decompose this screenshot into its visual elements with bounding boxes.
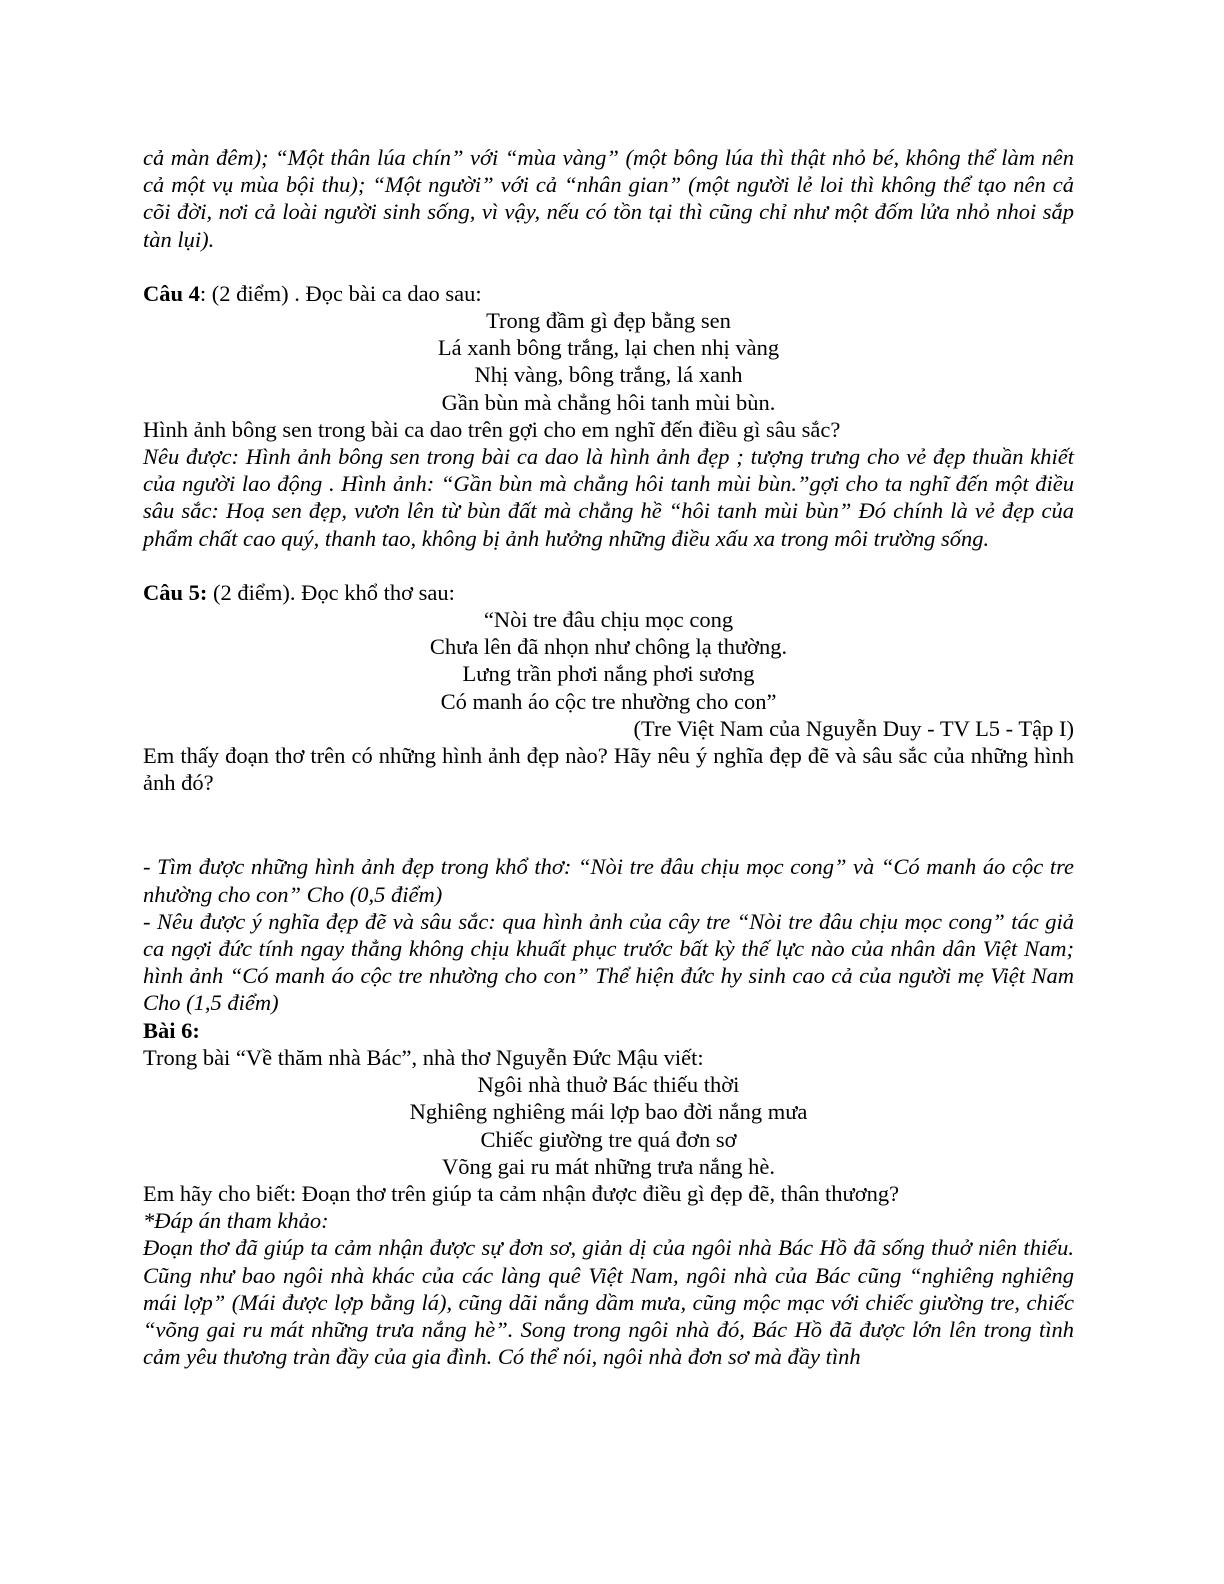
q5-poem-source: (Tre Việt Nam của Nguyễn Duy - TV L5 - Tập I) xyxy=(633,715,1074,741)
q6-intro: Trong bài “Về thăm nhà Bác”, nhà thơ Nguyễn Đức Mậu viết: xyxy=(143,1044,704,1070)
q5-poem-line-2: Chưa lên đã nhọn như chông lạ thường. xyxy=(429,634,788,660)
q6-poem-line-4: Võng gai ru mát những trưa nắng hè. xyxy=(441,1153,776,1179)
spacer xyxy=(143,253,1074,280)
q6-poem-line-3: Chiếc giường tre quá đơn sơ xyxy=(480,1126,737,1152)
spacer xyxy=(143,552,1074,579)
q5-answer-1: - Tìm được những hình ảnh đẹp trong khổ thơ: “Nòi tre đâu chịu mọc cong” và “Có manh áo cộc tre nhường cho con” Cho (0,5 điểm) xyxy=(143,854,1074,907)
q6-question: Em hãy cho biết: Đoạn thơ trên giúp ta cảm nhận được điều gì đẹp đẽ, thân thương? xyxy=(143,1180,900,1206)
q6-heading xyxy=(143,1017,1074,1044)
spacer xyxy=(143,826,1074,853)
q4-answer: Nêu được: Hình ảnh bông sen trong bài ca dao là hình ảnh đẹp ; tượng trưng cho vẻ đẹp thuần khiết của người lao động . Hình ảnh: “Gần bùn mà chẳng hôi tanh mùi bùn.”gợi cho ta nghĩ đến một điều sâu sắc: Hoạ sen đẹp, vươn lên từ bùn đất mà chẳng hề “hôi tanh mùi bùn” Đó chính là vẻ đẹp của phẩm chất cao quý, thanh tao, không bị ảnh hưởng những điều xấu xa trong môi trường sống. xyxy=(143,444,1074,551)
q5-heading xyxy=(143,579,1074,606)
q6-answer-label: *Đáp án tham khảo: xyxy=(143,1208,329,1234)
q5-label: Câu 5: xyxy=(143,579,208,605)
q6-poem-line-2: Nghiêng nghiêng mái lợp bao đời nắng mưa xyxy=(409,1099,808,1125)
q5-poem-line-1: “Nòi tre đâu chịu mọc cong xyxy=(483,607,734,633)
q5-answer-2: - Nêu được ý nghĩa đẹp đẽ và sâu sắc: qua hình ảnh của cây tre “Nòi tre đâu chịu mọc cong” tác giả ca ngợi đức tính ngay thẳng không chịu khuất phục trước bất kỳ thế lực nào của nhân dân Việt Nam; hình ảnh “Có manh áo cộc tre nhường cho con” Thể hiện đức hy sinh cao cả của người mẹ Việt Nam Cho (1,5 điểm) xyxy=(143,908,1074,1016)
q4-heading xyxy=(143,280,1074,307)
q5-question: Em thấy đoạn thơ trên có những hình ảnh đẹp nào? Hãy nêu ý nghĩa đẹp đẽ và sâu sắc của những hình ảnh đó? xyxy=(143,743,1074,796)
spacer xyxy=(143,796,1074,826)
q4-question: Hình ảnh bông sen trong bài ca dao trên gợi cho em nghĩ đến điều gì sâu sắc? xyxy=(143,416,841,442)
intro-answer: cả màn đêm); “Một thân lúa chín” với “mùa vàng” (một bông lúa thì thật nhỏ bé, không thể làm nên cả một vụ mùa bội thu); “Một người” với cả “nhân gian” (một người lẻ loi thì không thể tạo nên cả cõi đời, nơi cả loài người sinh sống, vì vậy, nếu có tồn tại thì cũng chỉ như một đốm lửa nhỏ nhoi sắp tàn lụi). xyxy=(143,145,1074,252)
q4-label: Câu 4 xyxy=(143,280,200,306)
q6-answer: Đoạn thơ đã giúp ta cảm nhận được sự đơn sơ, giản dị của ngôi nhà Bác Hồ đã sống thuở niên thiếu. Cũng như bao ngôi nhà khác của các làng quê Việt Nam, ngôi nhà của Bác cũng “nghiêng nghiêng mái lợp” (Mái được lợp bằng lá), cũng dãi nắng dầm mưa, cũng mộc mạc với chiếc giường tre, chiếc “võng gai ru mát những trưa nắng hè”. Song trong ngôi nhà đó, Bác Hồ đã được lớn lên trong tình cảm yêu thương tràn đầy của gia đình. Có thể nói, ngôi nhà đơn sơ mà đầy tình xyxy=(143,1235,1074,1370)
q6-poem-line-1: Ngôi nhà thuở Bác thiếu thời xyxy=(477,1072,740,1098)
q5-poem-line-4: Có manh áo cộc tre nhường cho con” xyxy=(440,688,777,714)
q5-heading-text: (2 điểm). Đọc khổ thơ sau: xyxy=(207,579,455,605)
q4-poem-line-4: Gần bùn mà chẳng hôi tanh mùi bùn. xyxy=(441,389,776,415)
q5-poem-line-3: Lưng trần phơi nắng phơi sương xyxy=(462,661,755,687)
q4-poem-line-2: Lá xanh bông trắng, lại chen nhị vàng xyxy=(437,335,780,361)
q4-poem-line-3: Nhị vàng, bông trắng, lá xanh xyxy=(474,362,743,388)
q4-heading-text: : (2 điểm) . Đọc bài ca dao sau: xyxy=(199,280,482,306)
q4-poem-line-1: Trong đầm gì đẹp bằng sen xyxy=(486,308,731,334)
q6-label: Bài 6: xyxy=(143,1017,200,1043)
